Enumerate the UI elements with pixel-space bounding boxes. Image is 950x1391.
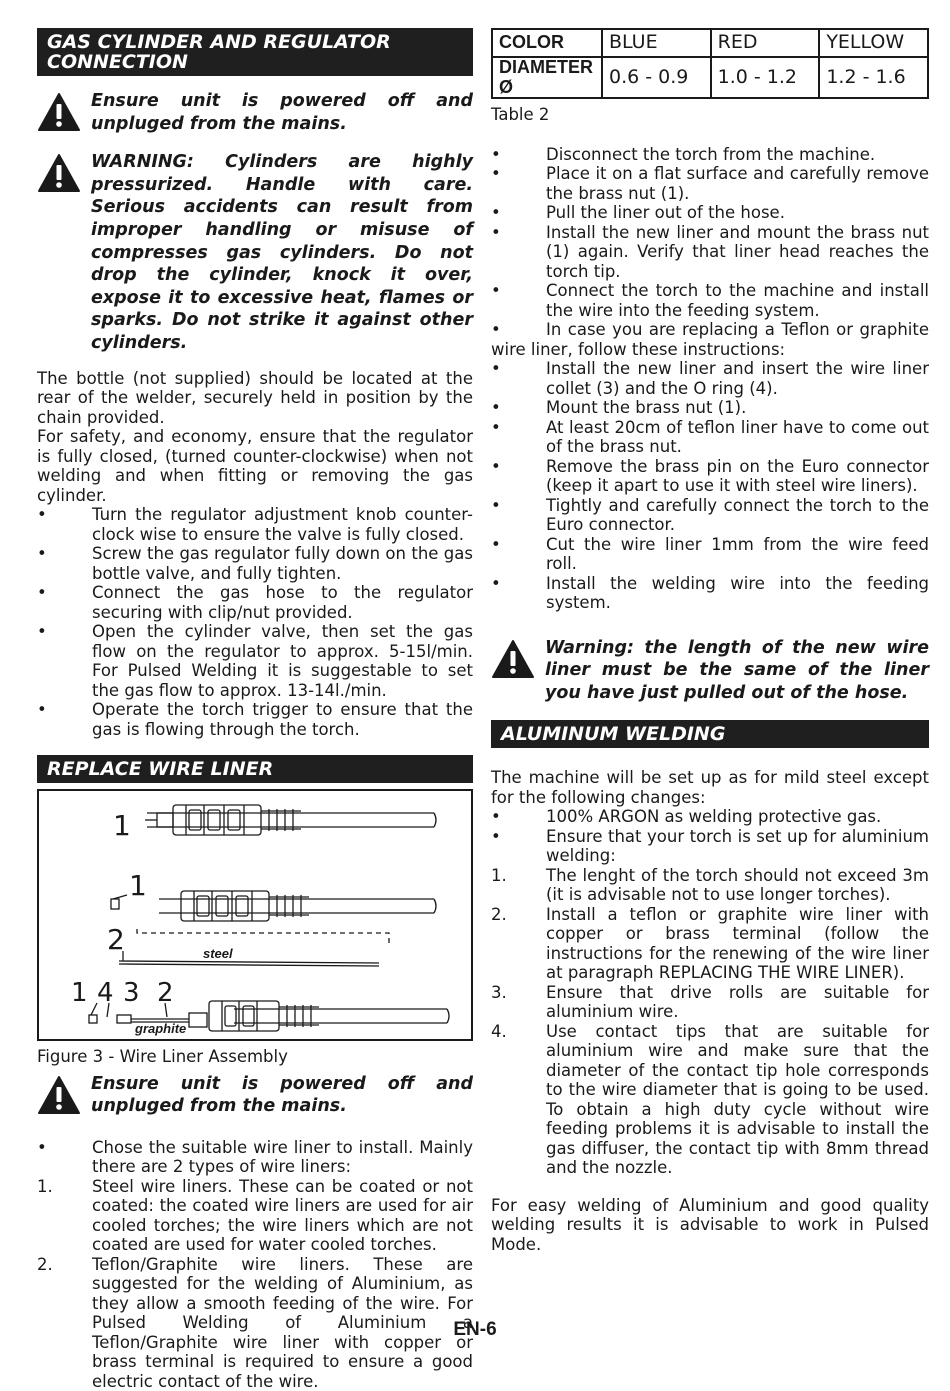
aluminum-steps [491,866,929,1178]
figure-label: 2 [107,923,125,957]
bullet-marker: • [491,417,501,437]
bullet-marker: • [491,573,501,593]
liner-types-list [37,1177,473,1391]
table-caption: Table 2 [491,105,550,124]
table-header-cell: DIAMETER Ø [492,57,602,98]
warning-block [37,1073,473,1118]
bullet-marker: • [491,164,501,183]
warning-text: WARNING: Cylinders are highly pressurized. Handle with care. Serious accidents can result from improper handling or misuse of compresses gas cylinders. Do not drop the cylinder, knock it over, expose it to excessive heat, flames or sparks. Do not strike it against other cylinders. [91,152,473,353]
warning-icon [37,1075,81,1115]
list-item: 1. Steel wire liners. These can be coated or not coated: the coated wire liners are used for air cooled torches; the wire liners which are not coated are used for water cooled torches. [37,1176,473,1255]
warning-icon [37,153,81,193]
list-item: 3. Ensure that drive rolls are suitable for aluminium wire. [491,982,929,1022]
section-header-aluminum: ALUMINUM WELDING [491,720,929,748]
list-item: • Turn the regulator adjustment knob counter-clock wise to ensure the valve is fully closed. [37,505,473,544]
figure-label: 1 [71,978,88,1009]
warning-text: Ensure unit is powered off and unpluged from the mains. [91,91,473,134]
bullet-marker: • [37,505,47,525]
aluminum-bullets [491,807,929,866]
list-item: • Cut the wire liner 1mm from the wire feed roll. [491,534,929,573]
warning-text: Warning: the length of the new wire liner must be the same of the liner you have just pulled out of the hose. [545,637,929,703]
figure-label: 1 [129,869,147,903]
bullet-marker: • [37,583,47,603]
list-item: • Tightly and carefully connect the torch to the Euro connector. [491,495,929,534]
warning-text: Ensure unit is powered off and unpluged from the mains. [91,1073,473,1117]
figure-label: 2 [157,978,174,1009]
bullet-marker: • [491,534,501,554]
teflon-steps-list [491,359,929,613]
list-item: • Mount the brass nut (1). [491,398,747,417]
figure-label: 1 [113,809,131,843]
bullet-marker: • [37,700,47,720]
list-item: • Install the new liner and insert the wire liner collet (3) and the O ring (4). [491,359,929,398]
list-item: 4. Use contact tips that are suitable for aluminium wire and make sure that the diameter of the contact tip hole corresponds to the wire diameter that is going to be used. To obtain a high duty cycle without wire feeding problems it is advisable to install the gas diffuser, the contact tip with 8mm thread and the nozzle. [491,1021,929,1178]
bullet-marker: • [491,826,501,846]
figure-label: 4 [97,978,114,1009]
warning-icon [37,92,81,132]
list-item: 1. The lenght of the torch should not exceed 3m (it is advisable not to use longer torches). [491,865,929,905]
paragraph: The bottle (not supplied) should be located at the rear of the welder, securely held in position by the chain provided. [37,368,473,427]
section-header-gas: GAS CYLINDER AND REGULATOR CONNECTION [37,28,473,76]
paragraph: The machine will be set up as for mild steel except for the following changes: [491,768,929,807]
bullet-marker: • [37,622,47,642]
table-cell: BLUE [602,29,711,57]
list-item: • Install the welding wire into the feeding system. [491,573,929,612]
liner-color-table [491,28,929,99]
gas-steps-list [37,505,473,739]
left-column [37,28,473,1391]
bullet-marker: • [491,203,501,222]
list-item: • 100% ARGON as welding protective gas. [491,807,882,827]
table-cell: 1.0 - 1.2 [711,57,820,98]
bullet-marker: • [491,495,501,515]
list-item: • Connect the torch to the machine and install the wire into the feeding system. [491,281,929,320]
bullet-marker: • [491,222,501,242]
bullet-marker: • [37,544,47,564]
bullet-marker: • [491,456,501,476]
bullet-marker: • [491,144,501,164]
wire-liner-figure [37,789,473,1041]
list-item: • Open the cylinder valve, then set the gas flow on the regulator to approx. 5-15l/min. For Pulsed Welding it is suggestable to set the gas flow to approx. 13-14l./min. [37,622,473,700]
figure-label: 3 [123,978,140,1009]
list-item: • Chose the suitable wire liner to install. Mainly there are 2 types of wire liners: [37,1137,473,1177]
warning-block [37,151,473,354]
warning-block [37,90,473,135]
bullet-marker: • [491,281,501,300]
list-item: • Place it on a flat surface and carefully remove the brass nut (1). [491,164,929,203]
table-header-cell: COLOR [492,29,602,57]
table-cell: 1.2 - 1.6 [819,57,928,98]
list-item: • Ensure that your torch is set up for aluminium welding: [491,826,929,866]
liner-steps-list [491,145,929,321]
figure-label-steel: steel [203,946,233,962]
figure-label-graphite: graphite [135,1021,187,1037]
table-cell: RED [711,29,820,57]
table-cell: YELLOW [819,29,928,57]
figure-caption: Figure 3 - Wire Liner Assembly [37,1047,288,1067]
list-item: • Connect the gas hose to the regulator securing with clip/nut provided. [37,583,473,622]
page-number: EN-6 [453,1319,497,1340]
wire-liner-drawing [39,791,471,1039]
bullet-marker: • [491,320,501,339]
warning-icon [491,639,535,679]
table-cell: 0.6 - 0.9 [602,57,711,98]
list-item: • At least 20cm of teflon liner have to come out of the brass nut. [491,417,929,456]
bullet-marker: • [491,359,501,378]
bullet-marker: • [491,807,501,827]
paragraph: For easy welding of Aluminium and good quality welding results it is advisable to work in Pulsed Mode. [491,1195,929,1254]
bullet-marker: • [491,398,501,417]
list-item: • Operate the torch trigger to ensure that the gas is flowing through the torch. [37,700,473,739]
bullet-marker: • [37,1137,47,1157]
list-item: • Install the new liner and mount the brass nut (1) again. Verify that liner head reaches the torch tip. [491,222,929,281]
list-item: 2. Teflon/Graphite wire liners. These are suggested for the welding of Aluminium, as they allow a smooth feeding of the wire. For Pulsed Welding of Aluminium a Teflon/Graphite wire liner with copper or brass terminal is required to ensure a good electric contact of the wire. [37,1254,473,1391]
liner-intro-list [37,1138,473,1177]
list-item: • Pull the liner out of the hose. [491,203,785,222]
list-item: • Screw the gas regulator fully down on the gas bottle valve, and fully tighten. [37,544,473,583]
right-column [491,28,929,1254]
list-item: • Remove the brass pin on the Euro connector (keep it apart to use it with steel wire liners). [491,456,929,495]
list-item: 2. Install a teflon or graphite wire liner with copper or brass terminal (follow the instructions for the renewing of the wire liner at paragraph REPLACING THE WIRE LINER). [491,904,929,983]
list-item: • Disconnect the torch from the machine. [491,144,876,164]
section-header-liner: REPLACE WIRE LINER [37,755,473,783]
table-row [492,29,928,57]
table-row [492,57,928,98]
paragraph: For safety, and economy, ensure that the regulator is fully closed, (turned counter-clockwise) when not welding and when fitting or removing the gas cylinder. [37,427,473,505]
warning-block [491,637,929,705]
paragraph: • In case you are replacing a Teflon or graphite wire liner, follow these instructions: [491,320,929,359]
